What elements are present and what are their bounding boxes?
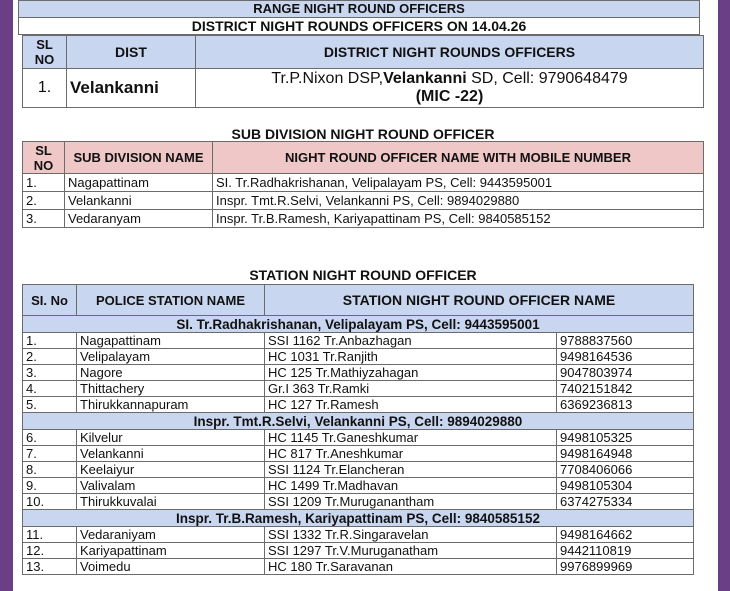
station-row-sl: 12. (23, 543, 77, 559)
station-title: STATION NIGHT ROUND OFFICER (249, 267, 477, 283)
district-officer-bold: Velankanni (383, 70, 467, 87)
station-row-ps: Thirukkannapuram (77, 397, 265, 413)
station-row (23, 349, 694, 365)
district-title: DISTRICT NIGHT ROUNDS OFFICERS ON 14.04.26 (19, 18, 700, 35)
subdivision-rows (23, 174, 704, 228)
left-frame-border (0, 0, 13, 591)
station-row-cell: 9442110819 (557, 543, 694, 559)
station-header-sl: SI. No (23, 285, 77, 316)
station-header-officer: STATION NIGHT ROUND OFFICER NAME (265, 285, 694, 316)
district-header-dist: DIST (67, 36, 196, 69)
station-row-ps: Velankanni (77, 446, 265, 462)
subdivision-header-name: SUB DIVISION NAME (65, 142, 213, 174)
document-page (18, 0, 712, 591)
subdivision-title: SUB DIVISION NIGHT ROUND OFFICER (231, 126, 495, 142)
station-row-officer: SSI 1209 Tr.Muruganantham (265, 494, 557, 510)
station-row (23, 430, 694, 446)
subdivision-header-officer: NIGHT ROUND OFFICER NAME WITH MOBILE NUMBER (213, 142, 704, 174)
station-group-label: Inspr. Tmt.R.Selvi, Velankanni PS, Cell: 9894029880 (23, 413, 694, 430)
station-row-ps: Thirukkuvalai (77, 494, 265, 510)
station-row-officer: SSI 1124 Tr.Elancheran (265, 462, 557, 478)
station-row-sl: 6. (23, 430, 77, 446)
district-officer-mic: (MIC -22) (415, 88, 484, 105)
station-group-row (23, 413, 694, 430)
station-row (23, 494, 694, 510)
district-row-officer (196, 69, 704, 108)
station-rows (23, 316, 694, 575)
station-row-officer: HC 1499 Tr.Madhavan (265, 478, 557, 494)
station-row-officer: SSI 1297 Tr.V.Muruganatham (265, 543, 557, 559)
station-row-cell: 7402151842 (557, 381, 694, 397)
district-table (22, 35, 704, 108)
station-row-cell: 7708406066 (557, 462, 694, 478)
station-row (23, 543, 694, 559)
station-row-officer: HC 180 Tr.Saravanan (265, 559, 557, 575)
station-row-sl: 8. (23, 462, 77, 478)
station-row (23, 381, 694, 397)
district-row-sl: 1. (23, 69, 67, 108)
station-row-cell: 9498164536 (557, 349, 694, 365)
station-row (23, 559, 694, 575)
range-title: RANGE NIGHT ROUND OFFICERS (19, 1, 700, 18)
subdivision-row (23, 174, 704, 192)
station-row (23, 527, 694, 543)
subdivision-row-officer: SI. Tr.Radhakrishanan, Velipalayam PS, Cell: 9443595001 (213, 174, 704, 192)
station-row-sl: 4. (23, 381, 77, 397)
station-row-officer: SSI 1332 Tr.R.Singaravelan (265, 527, 557, 543)
subdivision-row-name: Velankanni (65, 192, 213, 210)
station-row-officer: Gr.I 363 Tr.Ramki (265, 381, 557, 397)
station-row-ps: Voimedu (77, 559, 265, 575)
station-row-sl: 11. (23, 527, 77, 543)
district-header-officers: DISTRICT NIGHT ROUNDS OFFICERS (196, 36, 704, 69)
district-header-sl: SL NO (23, 36, 67, 69)
title-table (18, 0, 700, 35)
station-row-ps: Keelaiyur (77, 462, 265, 478)
station-row-officer: HC 127 Tr.Ramesh (265, 397, 557, 413)
subdivision-row-officer: Inspr. Tmt.R.Selvi, Velankanni PS, Cell: 9894029880 (213, 192, 704, 210)
station-row (23, 478, 694, 494)
station-header-ps: POLICE STATION NAME (77, 285, 265, 316)
subdivision-row-sl: 2. (23, 192, 65, 210)
station-row-sl: 7. (23, 446, 77, 462)
station-row (23, 397, 694, 413)
station-group-label: Inspr. Tr.B.Ramesh, Kariyapattinam PS, Cell: 9840585152 (23, 510, 694, 527)
station-row-ps: Kilvelur (77, 430, 265, 446)
station-row-sl: 10. (23, 494, 77, 510)
station-row-cell: 6374275334 (557, 494, 694, 510)
station-row-officer: HC 125 Tr.Mathiyzahagan (265, 365, 557, 381)
station-row-cell: 9976899969 (557, 559, 694, 575)
station-row-ps: Nagore (77, 365, 265, 381)
station-row (23, 333, 694, 349)
station-row-cell: 9498164948 (557, 446, 694, 462)
subdivision-header-sl: SL NO (23, 142, 65, 174)
station-row-ps: Valivalam (77, 478, 265, 494)
subdivision-table (22, 141, 704, 228)
station-row-ps: Kariyapattinam (77, 543, 265, 559)
station-row (23, 365, 694, 381)
station-row-officer: HC 817 Tr.Aneshkumar (265, 446, 557, 462)
station-row (23, 446, 694, 462)
district-officer-suffix: SD, Cell: 9790648479 (466, 70, 628, 87)
station-row (23, 462, 694, 478)
station-row-officer: SSI 1162 Tr.Anbazhagan (265, 333, 557, 349)
station-row-sl: 13. (23, 559, 77, 575)
station-row-cell: 9498164662 (557, 527, 694, 543)
district-officer-prefix: Tr.P.Nixon DSP, (271, 70, 384, 87)
station-row-sl: 9. (23, 478, 77, 494)
station-row-officer: HC 1031 Tr.Ranjith (265, 349, 557, 365)
station-row-cell: 9498105325 (557, 430, 694, 446)
subdivision-row (23, 192, 704, 210)
station-row-ps: Thittachery (77, 381, 265, 397)
subdivision-row-name: Nagapattinam (65, 174, 213, 192)
subdivision-row (23, 210, 704, 228)
subdivision-row-sl: 1. (23, 174, 65, 192)
station-row-cell: 9788837560 (557, 333, 694, 349)
right-frame-border (718, 0, 730, 591)
station-row-sl: 3. (23, 365, 77, 381)
station-row-cell: 9047803974 (557, 365, 694, 381)
station-row-ps: Vedaraniyam (77, 527, 265, 543)
subdivision-row-officer: Inspr. Tr.B.Ramesh, Kariyapattinam PS, Cell: 9840585152 (213, 210, 704, 228)
station-row-officer: HC 1145 Tr.Ganeshkumar (265, 430, 557, 446)
station-row-ps: Velipalayam (77, 349, 265, 365)
station-group-row (23, 316, 694, 333)
station-group-row (23, 510, 694, 527)
station-row-cell: 9498105304 (557, 478, 694, 494)
station-table (22, 284, 694, 575)
subdivision-row-sl: 3. (23, 210, 65, 228)
station-row-sl: 2. (23, 349, 77, 365)
station-row-sl: 5. (23, 397, 77, 413)
station-row-ps: Nagapattinam (77, 333, 265, 349)
district-row-dist: Velankanni (67, 69, 196, 108)
station-group-label: SI. Tr.Radhakrishanan, Velipalayam PS, Cell: 9443595001 (23, 316, 694, 333)
subdivision-row-name: Vedaranyam (65, 210, 213, 228)
station-row-cell: 6369236813 (557, 397, 694, 413)
station-row-sl: 1. (23, 333, 77, 349)
